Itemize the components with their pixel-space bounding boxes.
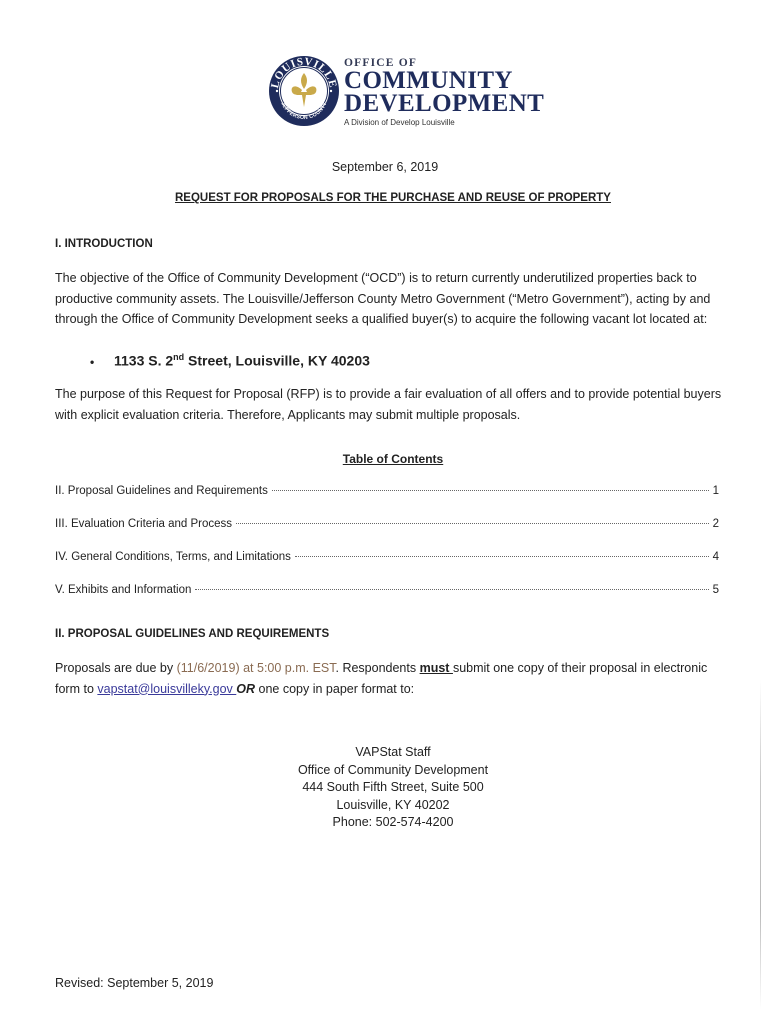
toc-leader — [236, 523, 709, 524]
toc-title: Table of Contents — [342, 452, 444, 466]
toc-leader — [195, 589, 708, 590]
logo-development: DEVELOPMENT — [344, 90, 545, 117]
toc-item-label: V. Exhibits and Information — [55, 584, 192, 596]
address-suffix: Street, Louisville, KY 40203 — [184, 352, 370, 369]
intro-paragraph: The objective of the Office of Community Development (“OCD”) is to return currently underutilized properties back to productive community assets. The Louisville/Jefferson County Metro Government (“Metro Government”), acting by and through the Office of Community Development seeks a qualified buyer(s) to acquire the following vacant lot located at: — [55, 271, 711, 326]
due-text-a: Proposals are due by — [55, 661, 177, 675]
due-date: (11/6/2019) at 5:00 p.m. EST — [176, 661, 336, 675]
intro-heading: I. INTRODUCTION — [55, 238, 153, 250]
toc-item[interactable] — [55, 518, 719, 530]
revised-footer: Revised: September 5, 2019 — [55, 976, 214, 990]
ocd-logo — [268, 55, 545, 135]
address-line: Office of Community Development — [297, 762, 489, 777]
section2-heading: II. PROPOSAL GUIDELINES AND REQUIREMENTS — [55, 628, 330, 640]
seal-bottom-text: JEFFERSON COUNTY — [279, 101, 329, 122]
louisville-seal — [268, 55, 340, 127]
seal-top-text: LOUISVILLE — [269, 55, 339, 90]
or-emphasis: OR — [236, 681, 256, 696]
toc-item-page: 1 — [712, 485, 719, 497]
toc-item-page: 5 — [712, 584, 719, 596]
toc-item-page: 4 — [712, 551, 719, 563]
logo-office-of: OFFICE OF — [344, 57, 418, 69]
toc-item-page: 2 — [712, 518, 719, 530]
logo-division: A Division of Develop Louisville — [344, 118, 455, 127]
address-ordinal: nd — [173, 352, 185, 362]
address-line: Louisville, KY 40202 — [336, 797, 450, 812]
address-phone: Phone: 502-574-4200 — [332, 815, 454, 829]
mailing-address — [0, 744, 770, 832]
toc-item[interactable] — [55, 551, 719, 563]
must-emphasis: must — [419, 661, 453, 675]
toc-item[interactable] — [55, 485, 719, 497]
toc-item-label: III. Evaluation Criteria and Process — [55, 518, 233, 530]
due-text-d: one copy in paper format to: — [255, 681, 415, 696]
document-date: September 6, 2019 — [331, 160, 439, 174]
address-prefix: 1133 S. 2 — [114, 352, 174, 369]
document-title: REQUEST FOR PROPOSALS FOR THE PURCHASE AND REUSE OF PROPERTY — [175, 192, 611, 204]
purpose-paragraph: The purpose of this Request for Proposal (RFP) is to provide a fair evaluation of all offers and to provide potential buyers with explicit evaluation criteria. Therefore, Applicants may submit multiple proposals. — [55, 387, 722, 422]
address-line: VAPStat Staff — [355, 745, 431, 759]
logo-wordmark — [344, 57, 544, 127]
scan-edge-mark — [760, 680, 761, 1010]
toc-item[interactable] — [55, 584, 719, 596]
bullet-dot: • — [90, 354, 95, 369]
due-text-c: submit one copy of their proposal in electronic form to — [55, 661, 708, 696]
toc-leader — [272, 490, 709, 491]
due-text-b: . Respondents — [335, 661, 420, 675]
proposal-due-paragraph — [55, 658, 725, 699]
toc-leader — [295, 556, 709, 557]
logo-community: COMMUNITY — [344, 67, 513, 94]
address-line: 444 South Fifth Street, Suite 500 — [302, 780, 484, 794]
toc-item-label: II. Proposal Guidelines and Requirements — [55, 485, 268, 497]
email-link[interactable]: vapstat@louisvilleky.gov — [97, 681, 237, 696]
toc-item-label: IV. General Conditions, Terms, and Limitations — [55, 551, 291, 563]
property-address-bullet — [90, 352, 370, 369]
